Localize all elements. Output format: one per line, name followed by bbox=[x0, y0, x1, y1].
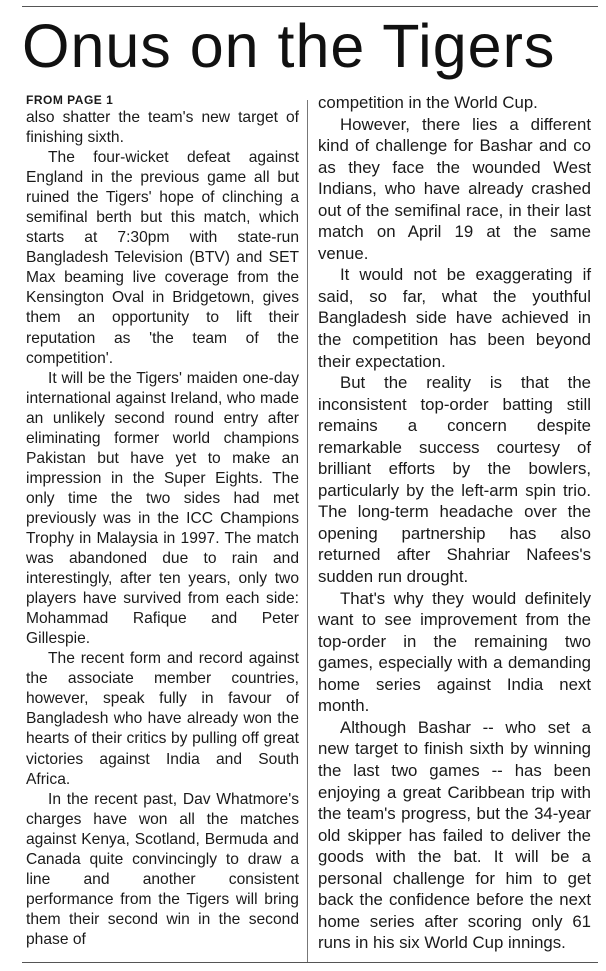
paragraph: It will be the Tigers' maiden one-day international against Ireland, who made an unlikely second round entry after eliminating former world champions Pakistan but have yet to make an impression in the Super Eights. The only time the two sides had met previously was in the ICC Champions Trophy in Malaysia in 1997. The match was abandoned due to rain and interestingly, after ten years, only two players have survived from each side: Mohammad Rafique and Peter Gillespie. bbox=[26, 369, 299, 648]
paragraph: also shatter the team's new target of finishing sixth. bbox=[26, 109, 299, 147]
headline: Onus on the Tigers bbox=[22, 12, 556, 80]
article-column-right bbox=[318, 92, 591, 954]
paragraph: It would not be exaggerating if said, so far, what the youthful Bangladesh side have achieved in the competition has been beyond their expectation. bbox=[318, 265, 591, 371]
bottom-rule bbox=[22, 962, 598, 963]
top-rule bbox=[22, 6, 598, 7]
paragraph: The recent form and record against the associate member countries, however, speak fully in favour of Bangladesh who have already won the hearts of their critics by pulling off great victories against India and South Africa. bbox=[26, 650, 299, 788]
paragraph: Although Bashar -- who set a new target to finish sixth by winning the last two games -- has been enjoying a great Caribbean trip with the team's progress, but the 34-year old skipper has failed to deliver the goods with the bat. It will be a personal challenge for him to get back the confidence before the next home series after scoring only 61 runs in his six World Cup innings. bbox=[318, 717, 591, 953]
continued-from-label: FROM PAGE 1 bbox=[26, 93, 114, 107]
paragraph: The four-wicket defeat against England in the previous game all but ruined the Tigers' hope of clinching a semifinal berth but this match, which starts at 7:30pm with state-run Bangladesh Television (BTV) and SET Max beaming live coverage from the Kensington Oval in Bridgetown, gives them an opportunity to lift their reputation as 'the team of the competition'. bbox=[26, 149, 299, 367]
paragraph: But the reality is that the inconsistent top-order batting still remains a concern despite remarkable success courtesy of brilliant efforts by the bowlers, particularly by the left-arm spin trio. The long-term headache over the opening partnership has also returned after Shahriar Nafees's sudden run drought. bbox=[318, 373, 591, 587]
column-divider bbox=[307, 100, 308, 962]
paragraph: However, there lies a different kind of challenge for Bashar and co as they face the wounded West Indians, who have already crashed out of the semifinal race, in their last match on April 19 at the same venue. bbox=[318, 114, 591, 263]
article-column-left bbox=[26, 92, 299, 950]
paragraph: competition in the World Cup. bbox=[318, 93, 538, 112]
paragraph: In the recent past, Dav Whatmore's charges have won all the matches against Kenya, Scotland, Bermuda and Canada quite convincingly to draw a line and another consistent performance from the Tigers will bring them their second win in the second phase of bbox=[26, 790, 299, 948]
paragraph: That's why they would definitely want to see improvement from the top-order in the remaining two games, especially with a demanding home series against India next month. bbox=[318, 588, 591, 716]
